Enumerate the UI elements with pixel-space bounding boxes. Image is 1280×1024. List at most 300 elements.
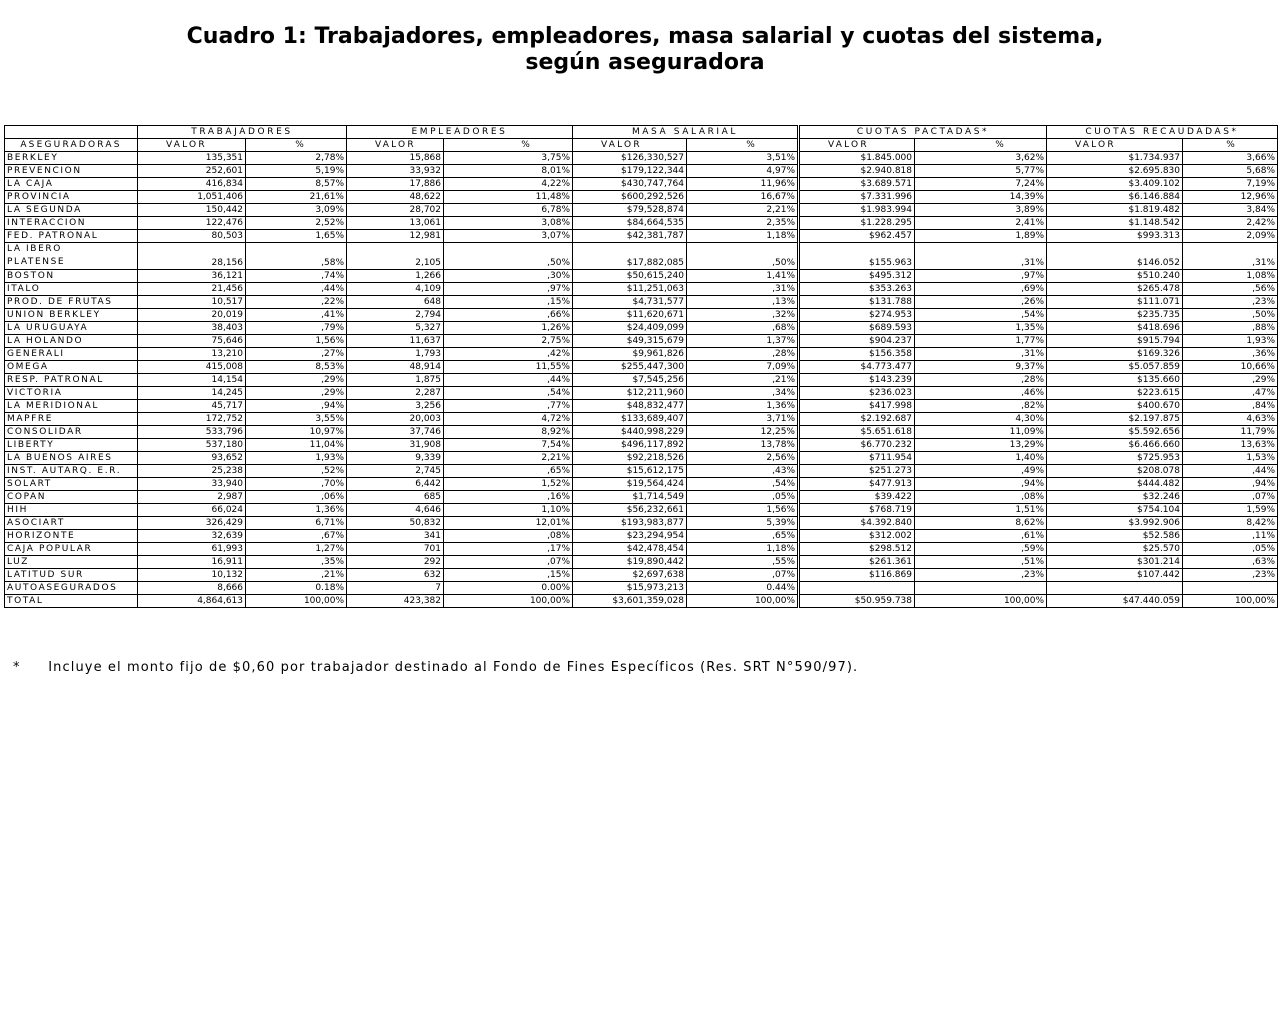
cell-value: 6,442 — [347, 478, 444, 491]
cell-percent: 4,63% — [1183, 413, 1278, 426]
table-row — [5, 217, 1278, 230]
row-name: BOSTON — [5, 270, 138, 283]
cell-value: $25.570 — [1047, 543, 1183, 556]
cell-percent: ,49% — [915, 465, 1047, 478]
table-row — [5, 387, 1278, 400]
cell-percent: 12,96% — [1183, 191, 1278, 204]
cell-percent: 2,35% — [687, 217, 798, 230]
table-row — [5, 569, 1278, 582]
cell-value: 93,652 — [138, 452, 246, 465]
cell-percent: 1,89% — [915, 230, 1047, 243]
cell-value: $430,747,764 — [573, 178, 687, 191]
row-name: LATITUD SUR — [5, 569, 138, 582]
cell-percent: 13,29% — [915, 439, 1047, 452]
cell-value: $255,447,300 — [573, 361, 687, 374]
cell-value: 32,639 — [138, 530, 246, 543]
cell-value: $116.869 — [800, 569, 915, 582]
row-name: LA SEGUNDA — [5, 204, 138, 217]
table-row — [5, 439, 1278, 452]
cell-percent: 8,62% — [915, 517, 1047, 530]
cell-value: $6.770.232 — [800, 439, 915, 452]
cell-value: 1,793 — [347, 348, 444, 361]
row-name: GENERALI — [5, 348, 138, 361]
column-header-aseguradoras: ASEGURADORAS — [5, 139, 138, 152]
cell-percent: 3,84% — [1183, 204, 1278, 217]
cell-value: 11,637 — [347, 335, 444, 348]
cell-percent: 3,75% — [444, 152, 573, 165]
cell-percent: ,51% — [915, 556, 1047, 569]
cell-value: $50,615,240 — [573, 270, 687, 283]
table-row — [5, 348, 1278, 361]
cell-value: 150,442 — [138, 204, 246, 217]
cell-value: 25,238 — [138, 465, 246, 478]
table-row — [5, 270, 1278, 283]
cell-value: $444.482 — [1047, 478, 1183, 491]
cell-value: 20,003 — [347, 413, 444, 426]
row-name: RESP. PATRONAL — [5, 374, 138, 387]
row-name: INST. AUTARQ. E.R. — [5, 465, 138, 478]
table-row — [5, 504, 1278, 517]
cell-percent: ,31% — [915, 243, 1047, 270]
footnote-mark: * — [13, 660, 21, 675]
cell-value: $15,612,175 — [573, 465, 687, 478]
table-row — [5, 491, 1278, 504]
cell-value: $48,832,477 — [573, 400, 687, 413]
table-row — [5, 517, 1278, 530]
cell-percent: ,94% — [1183, 478, 1278, 491]
cell-percent: 2,21% — [444, 452, 573, 465]
table-row — [5, 413, 1278, 426]
cell-percent: ,94% — [915, 478, 1047, 491]
column-header-pct: % — [444, 139, 573, 152]
cell-percent: 100,00% — [687, 595, 798, 608]
table-row — [5, 335, 1278, 348]
cell-percent: 1,41% — [687, 270, 798, 283]
cell-value: $2.192.687 — [800, 413, 915, 426]
cell-percent: 11,79% — [1183, 426, 1278, 439]
cell-percent: ,79% — [246, 322, 347, 335]
cell-value: $6.466.660 — [1047, 439, 1183, 452]
cell-percent: 1,65% — [246, 230, 347, 243]
cell-percent: 11,96% — [687, 178, 798, 191]
row-name-line-1: LA IBERO — [7, 244, 62, 254]
cell-percent: 100,00% — [915, 595, 1047, 608]
column-header-pct: % — [1183, 139, 1278, 152]
cell-value: 45,717 — [138, 400, 246, 413]
cell-percent: ,52% — [246, 465, 347, 478]
cell-value: $600,292,526 — [573, 191, 687, 204]
row-name: LA CAJA — [5, 178, 138, 191]
table-row — [5, 582, 1278, 595]
table-row — [5, 530, 1278, 543]
cell-percent: 2,56% — [687, 452, 798, 465]
cell-percent: ,11% — [1183, 530, 1278, 543]
cell-value: $19,564,424 — [573, 478, 687, 491]
group-header-blank — [5, 126, 138, 139]
footnote — [13, 660, 858, 675]
cell-percent: 5,19% — [246, 165, 347, 178]
cell-value: $962.457 — [800, 230, 915, 243]
cell-percent: ,41% — [246, 309, 347, 322]
cell-value: $4,731,577 — [573, 296, 687, 309]
cell-percent: ,27% — [246, 348, 347, 361]
cell-percent: ,84% — [1183, 400, 1278, 413]
cell-value: 1,051,406 — [138, 191, 246, 204]
cell-value: $495.312 — [800, 270, 915, 283]
cell-percent: 1,93% — [1183, 335, 1278, 348]
cell-value: 533,796 — [138, 426, 246, 439]
cell-value: 4,109 — [347, 283, 444, 296]
cell-percent: 0.00% — [444, 582, 573, 595]
cell-percent: 6,71% — [246, 517, 347, 530]
cell-value: $1.845.000 — [800, 152, 915, 165]
cell-percent: ,44% — [1183, 465, 1278, 478]
cell-percent: ,65% — [687, 530, 798, 543]
cell-value: $496,117,892 — [573, 439, 687, 452]
cell-value: $1.228.295 — [800, 217, 915, 230]
cell-percent: 1,36% — [246, 504, 347, 517]
cell-percent: 5,77% — [915, 165, 1047, 178]
group-header-row — [5, 126, 1278, 139]
cell-value: $440,998,229 — [573, 426, 687, 439]
cell-value: $5.651.618 — [800, 426, 915, 439]
cell-value: $353.263 — [800, 283, 915, 296]
cell-percent: 5,68% — [1183, 165, 1278, 178]
cell-percent: 1,18% — [687, 230, 798, 243]
title-line-1: Cuadro 1: Trabajadores, empleadores, masa salarial y cuotas del sistema, — [186, 24, 1104, 49]
cell-percent: ,58% — [246, 243, 347, 270]
cell-percent: ,63% — [1183, 556, 1278, 569]
cell-percent: 4,22% — [444, 178, 573, 191]
cell-percent: ,47% — [1183, 387, 1278, 400]
cell-percent: ,94% — [246, 400, 347, 413]
cell-percent: 11,09% — [915, 426, 1047, 439]
group-header-trabajadores: TRABAJADORES — [138, 126, 347, 139]
cell-percent: 3,55% — [246, 413, 347, 426]
cell-percent: 13,63% — [1183, 439, 1278, 452]
cell-percent: 9,37% — [915, 361, 1047, 374]
cell-percent: ,22% — [246, 296, 347, 309]
row-name: LUZ — [5, 556, 138, 569]
cell-percent: ,50% — [1183, 309, 1278, 322]
cell-percent: ,16% — [444, 491, 573, 504]
cell-percent: ,05% — [1183, 543, 1278, 556]
table-row — [5, 243, 1278, 270]
cell-percent: ,46% — [915, 387, 1047, 400]
cell-value: $9,961,826 — [573, 348, 687, 361]
table-row — [5, 296, 1278, 309]
column-header-valor: VALOR — [800, 139, 915, 152]
cell-value: 423,382 — [347, 595, 444, 608]
cell-percent: 3,71% — [687, 413, 798, 426]
cell-value: $251.273 — [800, 465, 915, 478]
cell-value: 48,914 — [347, 361, 444, 374]
row-name — [5, 243, 138, 270]
row-name: SOLART — [5, 478, 138, 491]
cell-percent: 7,24% — [915, 178, 1047, 191]
cell-value: $15,973,213 — [573, 582, 687, 595]
cell-value: $17,882,085 — [573, 243, 687, 270]
row-name: ITALO — [5, 283, 138, 296]
cell-percent: ,23% — [1183, 296, 1278, 309]
cell-value: $3.409.102 — [1047, 178, 1183, 191]
data-table — [4, 125, 1278, 608]
cell-percent: 2,75% — [444, 335, 573, 348]
cell-percent: 3,08% — [444, 217, 573, 230]
cell-value: $2.695.830 — [1047, 165, 1183, 178]
cell-percent: ,36% — [1183, 348, 1278, 361]
cell-value: $4.392.840 — [800, 517, 915, 530]
cell-percent: ,29% — [246, 374, 347, 387]
cell-percent: ,28% — [915, 374, 1047, 387]
table-row — [5, 178, 1278, 191]
cell-percent: ,28% — [687, 348, 798, 361]
column-header-valor: VALOR — [347, 139, 444, 152]
cell-value: $2.197.875 — [1047, 413, 1183, 426]
cell-percent: ,77% — [444, 400, 573, 413]
group-header-masa-salarial: MASA SALARIAL — [573, 126, 798, 139]
cell-percent — [915, 582, 1047, 595]
cell-value: 38,403 — [138, 322, 246, 335]
cell-percent: 11,55% — [444, 361, 573, 374]
cell-value: $208.078 — [1047, 465, 1183, 478]
column-header-pct: % — [915, 139, 1047, 152]
cell-value: $50.959.738 — [800, 595, 915, 608]
cell-percent: 1,52% — [444, 478, 573, 491]
cell-percent: ,61% — [915, 530, 1047, 543]
cell-percent: 7,09% — [687, 361, 798, 374]
row-name: CAJA POPULAR — [5, 543, 138, 556]
table-row — [5, 478, 1278, 491]
cell-percent: ,67% — [246, 530, 347, 543]
row-name: PREVENCION — [5, 165, 138, 178]
cell-value: $111.071 — [1047, 296, 1183, 309]
cell-value: $418.696 — [1047, 322, 1183, 335]
cell-value: $725.953 — [1047, 452, 1183, 465]
cell-percent: ,88% — [1183, 322, 1278, 335]
cell-value: 135,351 — [138, 152, 246, 165]
cell-percent: 10,97% — [246, 426, 347, 439]
cell-value: 14,245 — [138, 387, 246, 400]
cell-percent: ,82% — [915, 400, 1047, 413]
table-row — [5, 452, 1278, 465]
footnote-text: Incluye el monto fijo de $0,60 por trabajador destinado al Fondo de Fines Específicos (Res. SRT N°590/97). — [48, 660, 859, 675]
cell-percent: ,97% — [915, 270, 1047, 283]
title-line-2: según aseguradora — [525, 50, 765, 75]
cell-value: 5,327 — [347, 322, 444, 335]
cell-percent: ,30% — [444, 270, 573, 283]
cell-value: $169.326 — [1047, 348, 1183, 361]
cell-percent: 0.44% — [687, 582, 798, 595]
cell-percent: 4,72% — [444, 413, 573, 426]
cell-percent: ,42% — [444, 348, 573, 361]
cell-value: 252,601 — [138, 165, 246, 178]
column-header-valor: VALOR — [1047, 139, 1183, 152]
cell-percent: ,74% — [246, 270, 347, 283]
cell-percent: 100,00% — [444, 595, 573, 608]
row-name: PROVINCIA — [5, 191, 138, 204]
cell-percent: ,29% — [246, 387, 347, 400]
row-name: LA URUGUAYA — [5, 322, 138, 335]
cell-value: 701 — [347, 543, 444, 556]
cell-value: $274.953 — [800, 309, 915, 322]
cell-percent: 2,41% — [915, 217, 1047, 230]
cell-value: $417.998 — [800, 400, 915, 413]
cell-value: $52.586 — [1047, 530, 1183, 543]
cell-value: 28,702 — [347, 204, 444, 217]
cell-value: 292 — [347, 556, 444, 569]
cell-percent: 1,93% — [246, 452, 347, 465]
cell-value: $39.422 — [800, 491, 915, 504]
cell-value: $298.512 — [800, 543, 915, 556]
cell-percent: 1,56% — [687, 504, 798, 517]
cell-percent: 1,18% — [687, 543, 798, 556]
cell-percent: ,34% — [687, 387, 798, 400]
cell-value: 8,666 — [138, 582, 246, 595]
cell-value: $223.615 — [1047, 387, 1183, 400]
column-header-pct: % — [246, 139, 347, 152]
cell-value: 48,622 — [347, 191, 444, 204]
cell-value: 648 — [347, 296, 444, 309]
cell-percent: ,56% — [1183, 283, 1278, 296]
cell-value: $42,478,454 — [573, 543, 687, 556]
cell-value: 10,517 — [138, 296, 246, 309]
cell-value: $2.940.818 — [800, 165, 915, 178]
table-row — [5, 374, 1278, 387]
cell-percent: ,31% — [1183, 243, 1278, 270]
cell-value: 537,180 — [138, 439, 246, 452]
row-name: BERKLEY — [5, 152, 138, 165]
cell-value: $146.052 — [1047, 243, 1183, 270]
cell-percent: 13,78% — [687, 439, 798, 452]
row-name: PROD. DE FRUTAS — [5, 296, 138, 309]
cell-percent: 3,07% — [444, 230, 573, 243]
cell-percent: 1,53% — [1183, 452, 1278, 465]
cell-value: 15,868 — [347, 152, 444, 165]
cell-value: $754.104 — [1047, 504, 1183, 517]
cell-percent: ,31% — [915, 348, 1047, 361]
cell-percent: 2,78% — [246, 152, 347, 165]
cell-percent: ,15% — [444, 569, 573, 582]
column-header-pct: % — [687, 139, 798, 152]
cell-percent: ,21% — [687, 374, 798, 387]
cell-percent: 11,04% — [246, 439, 347, 452]
cell-percent: 1,36% — [687, 400, 798, 413]
table-row — [5, 465, 1278, 478]
cell-value: $1,714,549 — [573, 491, 687, 504]
cell-value: $11,620,671 — [573, 309, 687, 322]
group-header-cuotas-recaudadas: CUOTAS RECAUDADAS* — [1047, 126, 1278, 139]
cell-percent: 12,25% — [687, 426, 798, 439]
cell-value: 36,121 — [138, 270, 246, 283]
cell-percent: 3,66% — [1183, 152, 1278, 165]
cell-value: $5.057.859 — [1047, 361, 1183, 374]
cell-percent: ,32% — [687, 309, 798, 322]
cell-value: $4.773.477 — [800, 361, 915, 374]
cell-percent: 100,00% — [246, 595, 347, 608]
cell-value: $3,601,359,028 — [573, 595, 687, 608]
cell-percent: 12,01% — [444, 517, 573, 530]
cell-percent: 10,66% — [1183, 361, 1278, 374]
cell-percent: 3,62% — [915, 152, 1047, 165]
cell-value: $915.794 — [1047, 335, 1183, 348]
cell-value: 685 — [347, 491, 444, 504]
cell-value: 13,061 — [347, 217, 444, 230]
row-name: HIH — [5, 504, 138, 517]
cell-value: 10,132 — [138, 569, 246, 582]
cell-percent: ,05% — [687, 491, 798, 504]
cell-percent: 14,39% — [915, 191, 1047, 204]
cell-percent: ,15% — [444, 296, 573, 309]
group-header-empleadores: EMPLEADORES — [347, 126, 573, 139]
cell-percent: ,43% — [687, 465, 798, 478]
cell-value: $711.954 — [800, 452, 915, 465]
cell-value: $265.478 — [1047, 283, 1183, 296]
cell-percent: 100,00% — [1183, 595, 1278, 608]
cell-percent: ,68% — [687, 322, 798, 335]
cell-percent: ,17% — [444, 543, 573, 556]
cell-percent: ,54% — [687, 478, 798, 491]
column-header-valor: VALOR — [138, 139, 246, 152]
cell-percent: 21,61% — [246, 191, 347, 204]
cell-percent: 11,48% — [444, 191, 573, 204]
cell-percent: 16,67% — [687, 191, 798, 204]
table-row — [5, 426, 1278, 439]
cell-percent: 0.18% — [246, 582, 347, 595]
cell-value: $993.313 — [1047, 230, 1183, 243]
table-row — [5, 361, 1278, 374]
cell-percent: ,23% — [1183, 569, 1278, 582]
cell-percent: 2,52% — [246, 217, 347, 230]
cell-percent: 8,53% — [246, 361, 347, 374]
cell-value: $301.214 — [1047, 556, 1183, 569]
cell-value: $23,294,954 — [573, 530, 687, 543]
cell-percent: 8,01% — [444, 165, 573, 178]
cell-percent: 3,89% — [915, 204, 1047, 217]
cell-value: $3.992.906 — [1047, 517, 1183, 530]
cell-percent: 7,19% — [1183, 178, 1278, 191]
cell-percent: 1,08% — [1183, 270, 1278, 283]
cell-value: $904.237 — [800, 335, 915, 348]
cell-percent: 7,54% — [444, 439, 573, 452]
cell-value: 16,911 — [138, 556, 246, 569]
cell-value: 50,832 — [347, 517, 444, 530]
cell-percent: 2,21% — [687, 204, 798, 217]
table-row — [5, 191, 1278, 204]
cell-percent: 1,10% — [444, 504, 573, 517]
cell-value: $11,251,063 — [573, 283, 687, 296]
table-row — [5, 556, 1278, 569]
row-name: CONSOLIDAR — [5, 426, 138, 439]
cell-value: $236.023 — [800, 387, 915, 400]
cell-value: 21,456 — [138, 283, 246, 296]
row-name: COPAN — [5, 491, 138, 504]
cell-percent: ,23% — [915, 569, 1047, 582]
cell-percent: ,44% — [444, 374, 573, 387]
row-name: TOTAL — [5, 595, 138, 608]
row-name: AUTOASEGURADOS — [5, 582, 138, 595]
cell-percent: ,07% — [687, 569, 798, 582]
cell-value: 14,154 — [138, 374, 246, 387]
cell-percent: 1,56% — [246, 335, 347, 348]
table-row — [5, 309, 1278, 322]
cell-percent: ,31% — [687, 283, 798, 296]
cell-value: $12,211,960 — [573, 387, 687, 400]
cell-value: 632 — [347, 569, 444, 582]
cell-value: $2,697,638 — [573, 569, 687, 582]
cell-value: $155.963 — [800, 243, 915, 270]
cell-percent: 4,97% — [687, 165, 798, 178]
